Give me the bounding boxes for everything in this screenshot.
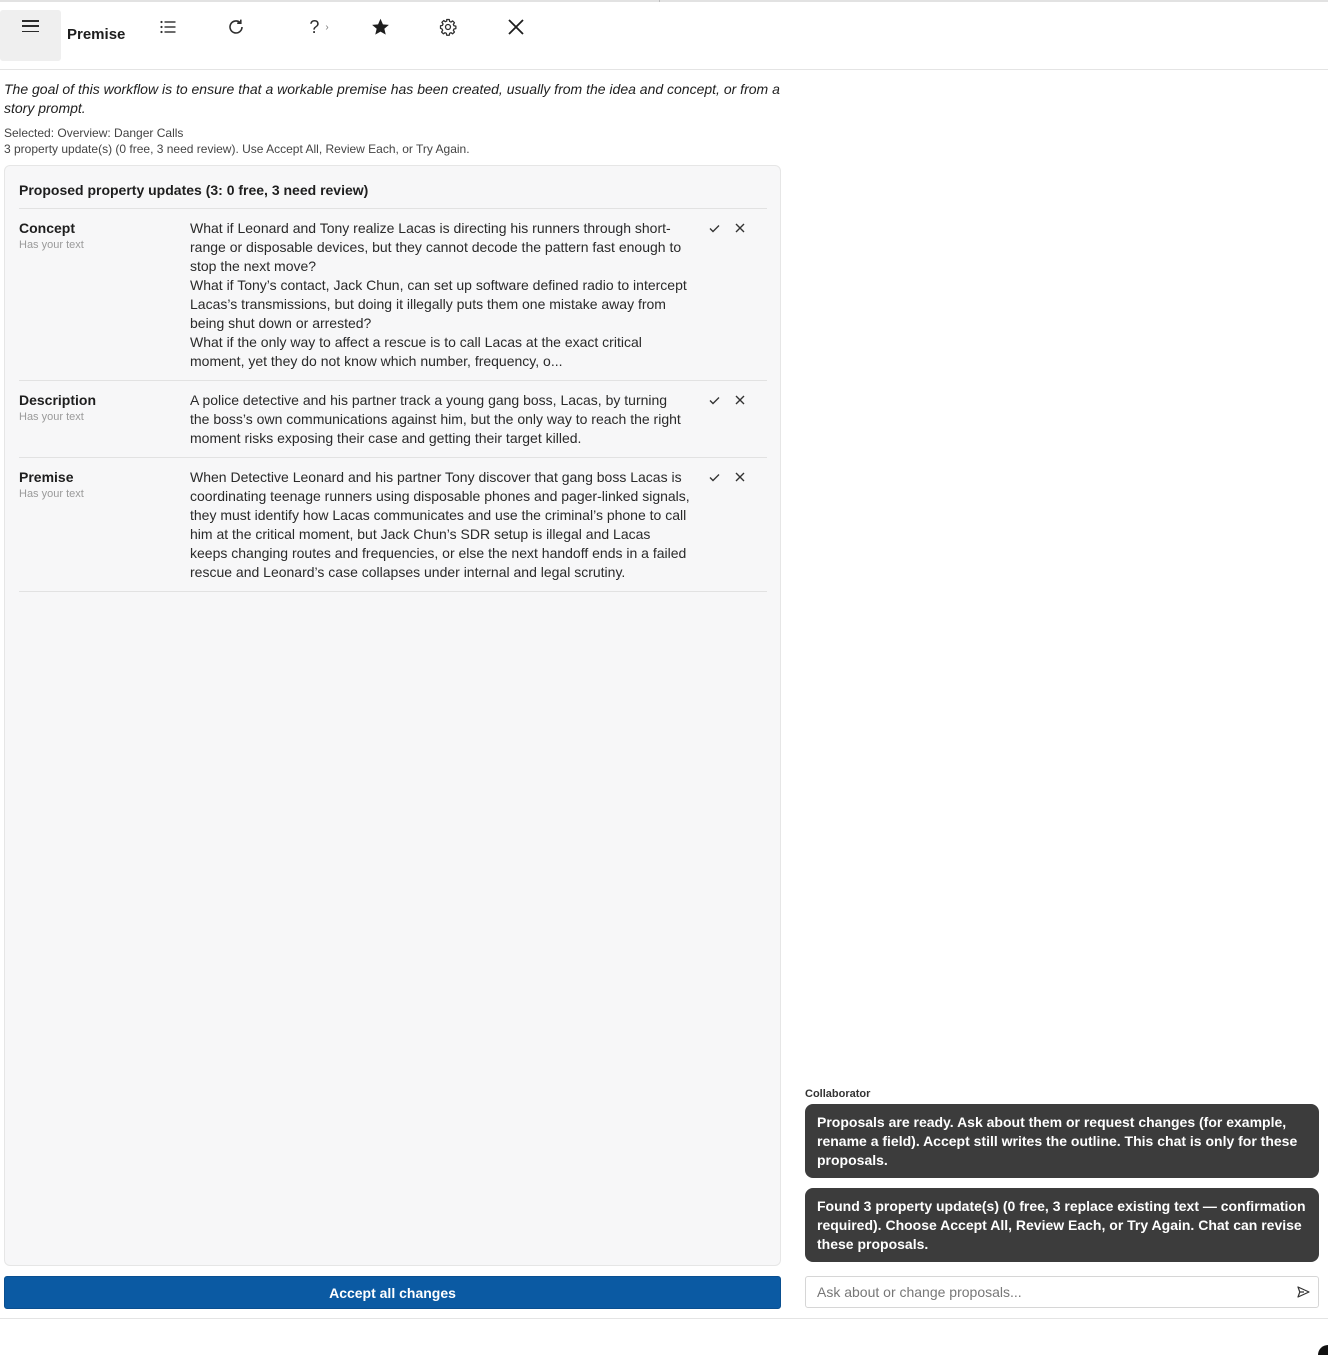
chevron-right-icon: › <box>325 21 329 33</box>
list-icon <box>160 20 176 34</box>
proposed-value <box>190 391 690 448</box>
send-icon <box>1297 1286 1310 1298</box>
proposed-value <box>190 219 690 371</box>
collaborator-label: Collaborator <box>805 1088 871 1100</box>
chat-message: Found 3 property update(s) (0 free, 3 replace existing text — confirmation required). Choose Accept All, Review Each, or Try Again. Chat can revise these proposals. <box>805 1188 1319 1262</box>
reject-button[interactable] <box>733 470 747 484</box>
favorite-button[interactable] <box>369 14 391 40</box>
proposal-row-description <box>19 381 767 458</box>
gear-icon <box>439 18 457 36</box>
chat-message: Proposals are ready. Ask about them or request changes (for example, rename a field). Accept still writes the outline. This chat is only for these proposals. <box>805 1104 1319 1178</box>
accept-button[interactable] <box>707 470 721 484</box>
proposal-row-concept <box>19 209 767 381</box>
menu-button[interactable] <box>0 10 61 61</box>
star-icon <box>371 18 390 36</box>
property-status: Has your text <box>19 411 84 423</box>
panel-title: Premise <box>67 26 126 43</box>
chat-input[interactable] <box>806 1277 1276 1307</box>
value-line: A police detective and his partner track a young gang boss, Lacas, by turning the boss’s own communications against him, but the only way to reach the right moment risks exposing their case and getting their target killed. <box>190 392 681 446</box>
menu-icon <box>22 20 39 32</box>
property-status: Has your text <box>19 488 84 500</box>
proposals-heading: Proposed property updates (3: 0 free, 3 need review) <box>19 182 369 198</box>
proposals-list <box>19 208 767 592</box>
window-corner <box>1318 1345 1328 1355</box>
close-icon <box>735 395 745 405</box>
accept-button[interactable] <box>707 221 721 235</box>
selected-item: Selected: Overview: Danger Calls <box>4 126 184 140</box>
value-line: What if Leonard and Tony realize Lacas is directing his runners through short-range or disposable devices, but they cannot decode the pattern fast enough to stop the next move? <box>190 220 682 274</box>
close-button[interactable] <box>505 14 527 40</box>
proposed-value <box>190 468 690 582</box>
help-icon: ? <box>309 16 320 37</box>
bottom-divider <box>0 1318 1328 1319</box>
reject-button[interactable] <box>733 221 747 235</box>
send-button[interactable] <box>1296 1285 1310 1299</box>
accept-all-button[interactable]: Accept all changes <box>4 1276 781 1309</box>
refresh-button[interactable] <box>225 14 247 40</box>
property-name: Concept <box>19 220 75 236</box>
list-button[interactable] <box>158 14 178 40</box>
close-icon <box>507 18 525 36</box>
help-button[interactable] <box>302 14 336 40</box>
settings-button[interactable] <box>437 14 459 40</box>
property-status: Has your text <box>19 239 84 251</box>
value-line: What if Tony’s contact, Jack Chun, can set up software defined radio to intercept Lacas’s transmissions, but doing it illegally puts them one mistake away from being shut down or arrested? <box>190 277 687 331</box>
toolbar <box>0 2 1328 70</box>
close-icon <box>735 223 745 233</box>
reject-button[interactable] <box>733 393 747 407</box>
proposals-card <box>4 165 781 1266</box>
chat-input-box <box>805 1276 1319 1308</box>
workflow-description: The goal of this workflow is to ensure that a workable premise has been created, usually from the idea and concept, or from a story prompt. <box>4 81 780 116</box>
check-icon <box>709 224 720 233</box>
refresh-icon <box>227 18 245 36</box>
accept-button[interactable] <box>707 393 721 407</box>
value-line: What if the only way to affect a rescue is to call Lacas at the exact critical moment, yet they do not know which number, frequency, o... <box>190 334 642 369</box>
proposal-row-premise <box>19 458 767 592</box>
check-icon <box>709 473 720 482</box>
property-name: Description <box>19 392 97 408</box>
close-icon <box>735 472 745 482</box>
check-icon <box>709 396 720 405</box>
property-name: Premise <box>19 469 74 485</box>
value-line: When Detective Leonard and his partner Tony discover that gang boss Lacas is coordinating teenage runners using disposable phones and pager-linked signals, they must identify how Lacas communicates and use the criminal’s phone to call him at the critical moment, but Jack Chun’s SDR setup is illegal and Lacas keeps changing routes and frequencies, or else the next handoff ends in a failed rescue and Leonard’s case collapses under internal and legal scrutiny. <box>190 469 690 580</box>
update-summary: 3 property update(s) (0 free, 3 need review). Use Accept All, Review Each, or Try Again. <box>4 142 470 156</box>
